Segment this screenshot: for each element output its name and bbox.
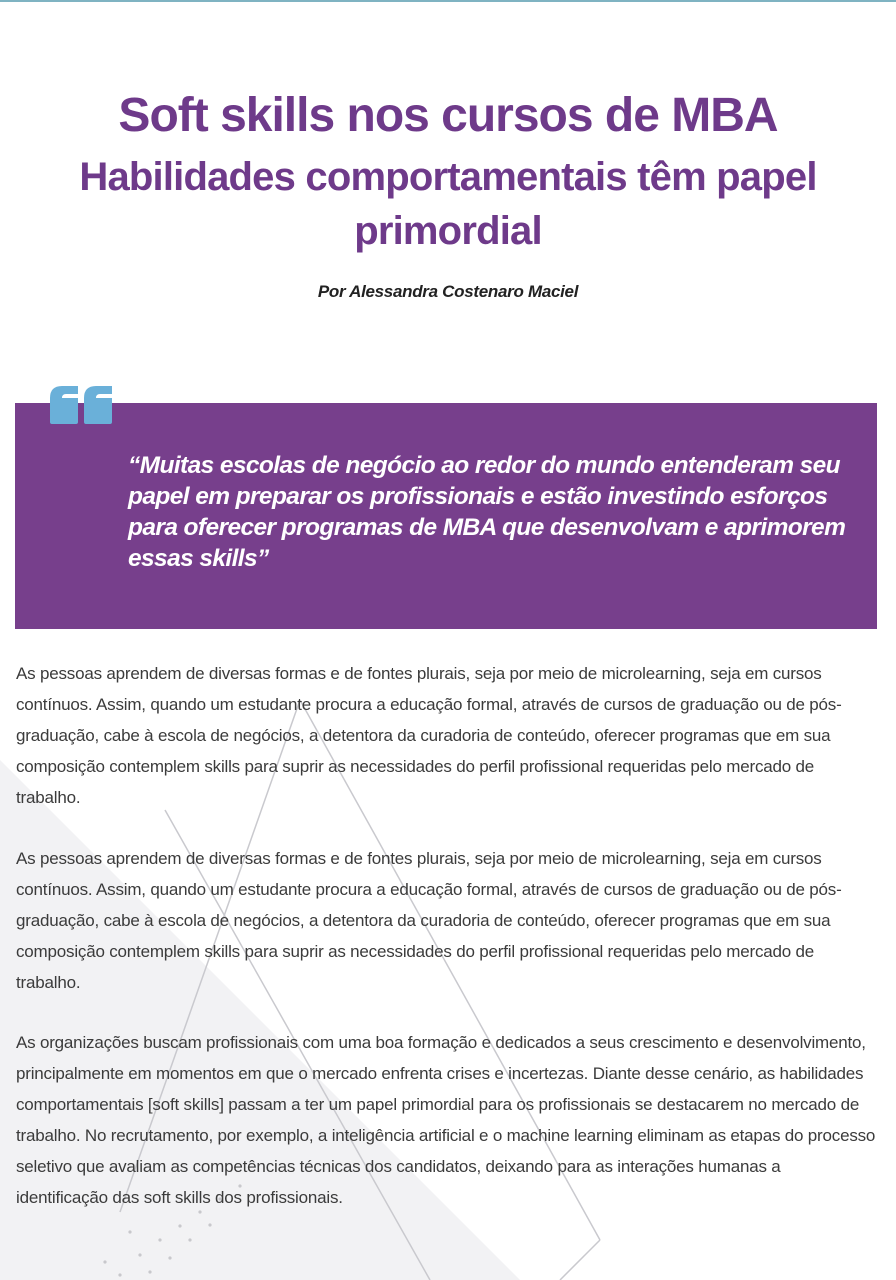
quote-mark-icon (48, 384, 116, 424)
body-paragraph: As pessoas aprendem de diversas formas e de fontes plurais, seja por meio de microlearning, seja em cursos contínuos. Assim, quando um estudante procura a educação formal, através de cursos de graduação ou de pós-graduação, cabe à escola de negócios, a detentora da curadoria de conteúdo, oferecer programas que em sua composição contemplem skills para suprir as necessidades do perfil profissional requeridas pelo mercado de trabalho. (16, 664, 842, 807)
body-paragraph: As pessoas aprendem de diversas formas e de fontes plurais, seja por meio de microlearning, seja em cursos contínuos. Assim, quando um estudante procura a educação formal, através de cursos de graduação ou de pós-graduação, cabe à escola de negócios, a detentora da curadoria de conteúdo, oferecer programas que em sua composição contemplem skills para suprir as necessidades do perfil profissional requeridas pelo mercado de trabalho. (16, 849, 842, 992)
page-title: Soft skills nos cursos de MBA (118, 89, 778, 142)
pull-quote-text: “Muitas escolas de negócio ao redor do mundo entenderam seu papel em preparar os profissionais e estão investindo esforços para oferecer programas de MBA que desenvolvam e aprimorem essas skills” (128, 452, 846, 572)
author-byline: Por Alessandra Costenaro Maciel (317, 282, 579, 301)
body-paragraph: As organizações buscam profissionais com uma boa formação e dedicados a seus crescimento e desenvolvimento, principalmente em momentos em que o mercado enfrenta crises e incertezas. Diante desse cenário, as habilidades comportamentais [soft skills] passam a ter um papel primordial para os profissionais se destacarem no mercado de trabalho. No recrutamento, por exemplo, a inteligência artificial e o machine learning eliminam as etapas do processo seletivo que avaliam as competências técnicas dos candidatos, deixando para as interações humanas a identificação das soft skills dos profissionais. (16, 1033, 876, 1207)
page-subtitle: Habilidades comportamentais têm papel primordial (79, 155, 817, 253)
